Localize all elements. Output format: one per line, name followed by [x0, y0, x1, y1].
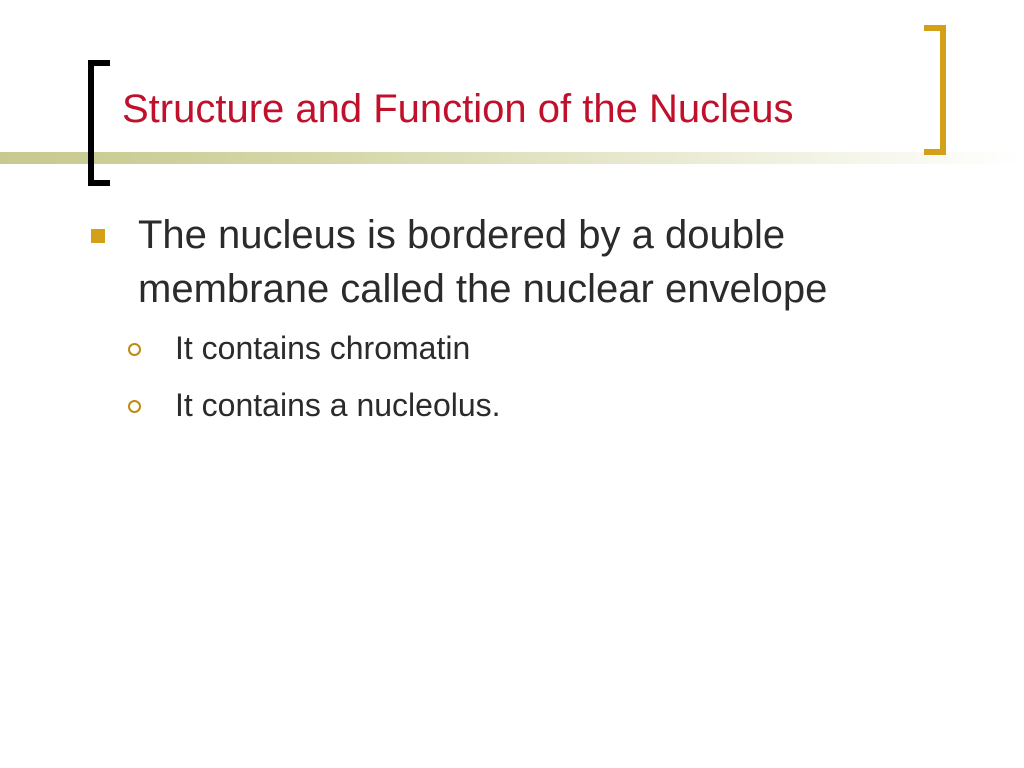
right-bracket-bottom	[924, 149, 946, 155]
right-bracket-stem	[940, 25, 946, 155]
right-bracket-decoration	[924, 25, 946, 155]
sub-bullet-text: It contains a nucleolus.	[175, 387, 501, 423]
circle-bullet-icon	[128, 343, 141, 356]
left-bracket-decoration	[88, 60, 110, 186]
sub-bullet-text: It contains chromatin	[175, 330, 471, 366]
right-bracket-top	[924, 25, 946, 31]
slide-title: Structure and Function of the Nucleus	[122, 87, 794, 131]
left-bracket-stem	[88, 60, 94, 186]
bullet-text: The nucleus is bordered by a double membrane called the nuclear envelope	[138, 213, 828, 311]
title-underline-band	[0, 152, 1024, 164]
circle-bullet-icon	[128, 400, 141, 413]
square-bullet-icon	[91, 229, 105, 243]
left-bracket-bottom	[88, 180, 110, 186]
left-bracket-top	[88, 60, 110, 66]
